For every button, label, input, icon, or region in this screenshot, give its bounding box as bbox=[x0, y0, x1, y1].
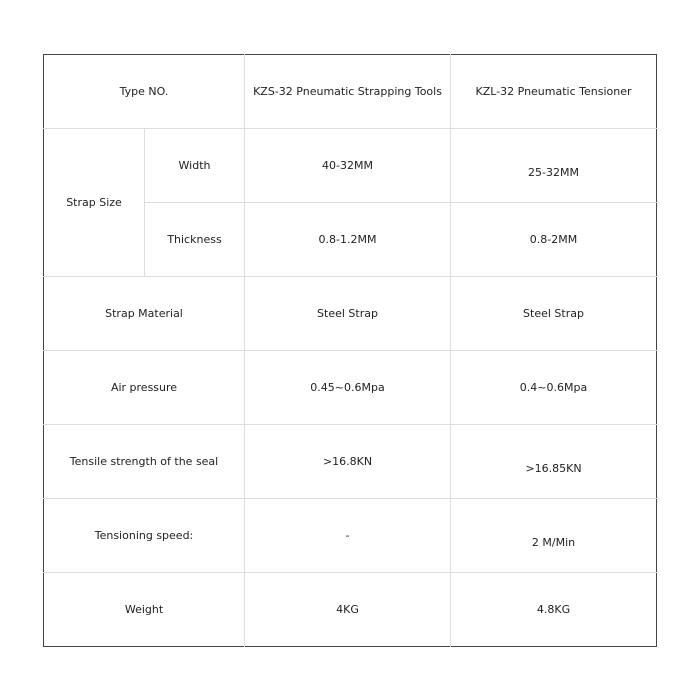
air-pressure-kzs-value: 0.45~0.6Mpa bbox=[245, 351, 451, 425]
table-row bbox=[44, 351, 657, 425]
header-kzs-32: KZS-32 Pneumatic Strapping Tools bbox=[245, 55, 451, 129]
weight-label: Weight bbox=[44, 573, 245, 647]
air-pressure-label: Air pressure bbox=[44, 351, 245, 425]
strap-width-row bbox=[44, 129, 657, 203]
width-kzl-value: 25-32MM bbox=[451, 129, 657, 203]
tensioning-speed-label: Tensioning speed: bbox=[44, 499, 245, 573]
strap-material-kzl-value: Steel Strap bbox=[451, 277, 657, 351]
tensioning-speed-kzs-value: - bbox=[245, 499, 451, 573]
type-no-label: Type NO. bbox=[44, 55, 245, 129]
width-kzs-value: 40-32MM bbox=[245, 129, 451, 203]
header-row bbox=[44, 55, 657, 129]
strap-material-label: Strap Material bbox=[44, 277, 245, 351]
width-label: Width bbox=[145, 129, 245, 203]
table-row bbox=[44, 499, 657, 573]
header-kzl-32: KZL-32 Pneumatic Tensioner bbox=[451, 55, 657, 129]
table-row bbox=[44, 573, 657, 647]
thickness-kzl-value: 0.8-2MM bbox=[451, 203, 657, 277]
tensioning-speed-kzl-value: 2 M/Min bbox=[451, 499, 657, 573]
air-pressure-kzl-value: 0.4~0.6Mpa bbox=[451, 351, 657, 425]
tensile-strength-label: Tensile strength of the seal bbox=[44, 425, 245, 499]
tensile-strength-kzs-value: >16.8KN bbox=[245, 425, 451, 499]
weight-kzl-value: 4.8KG bbox=[451, 573, 657, 647]
strap-material-kzs-value: Steel Strap bbox=[245, 277, 451, 351]
table-row bbox=[44, 425, 657, 499]
thickness-kzs-value: 0.8-1.2MM bbox=[245, 203, 451, 277]
tensile-strength-kzl-value: >16.85KN bbox=[451, 425, 657, 499]
table-row bbox=[44, 277, 657, 351]
strap-size-label: Strap Size bbox=[44, 129, 145, 277]
weight-kzs-value: 4KG bbox=[245, 573, 451, 647]
spec-table bbox=[43, 54, 657, 647]
thickness-label: Thickness bbox=[145, 203, 245, 277]
